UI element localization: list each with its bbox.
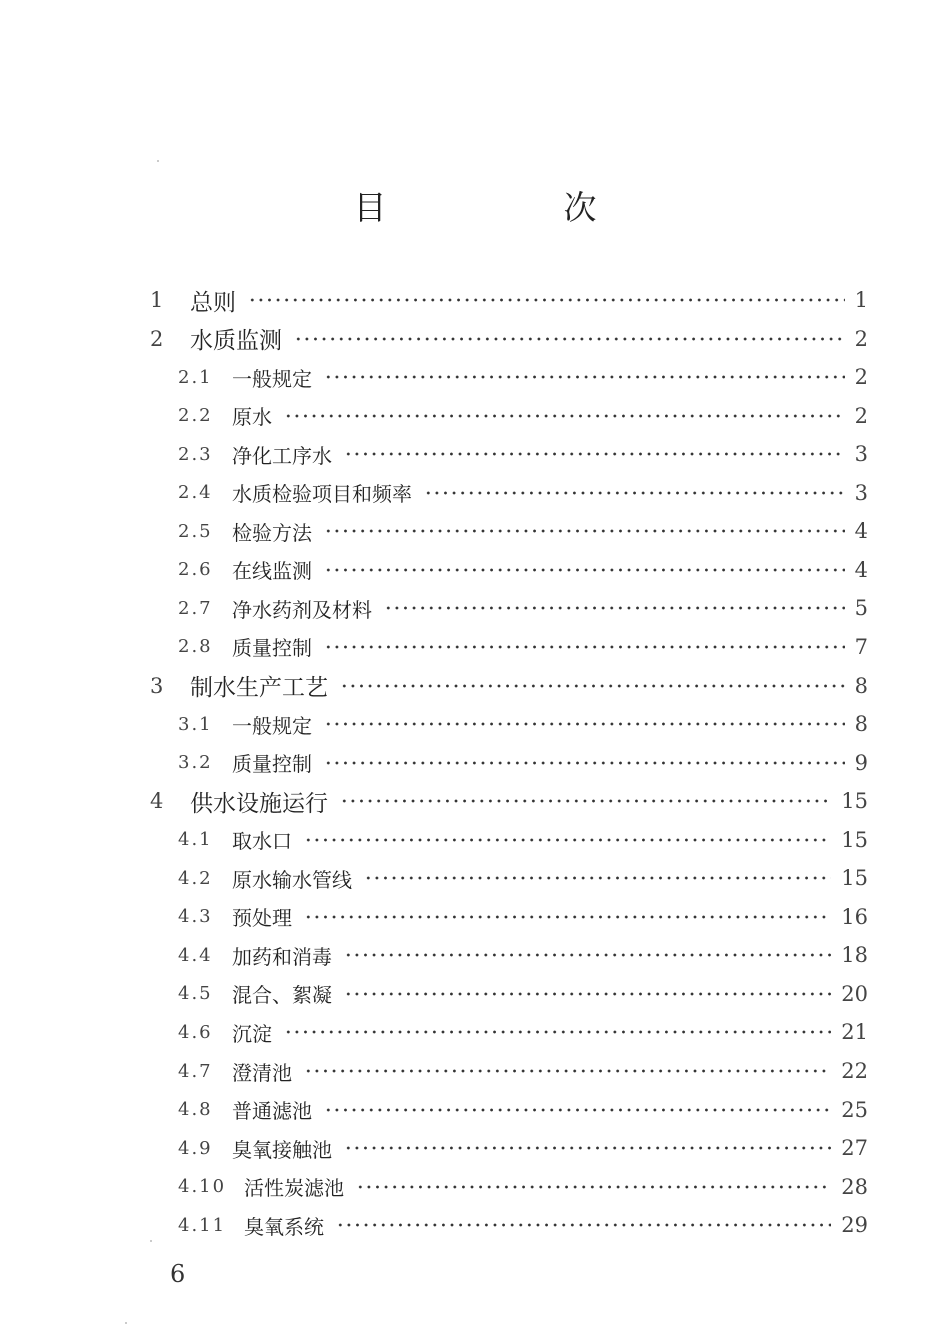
toc-entry-page: 2 — [854, 403, 868, 428]
toc-entry-label: 水质检验项目和频率 — [232, 482, 412, 507]
toc-section-entry — [0, 1169, 950, 1205]
toc-section-entry — [0, 1092, 950, 1128]
toc-entry-label: 质量控制 — [232, 752, 312, 777]
dot-leader — [340, 799, 831, 803]
toc-entry-number: 4.8 — [178, 1099, 213, 1121]
dot-leader — [344, 1146, 831, 1150]
dot-leader — [344, 953, 831, 957]
dot-leader — [344, 452, 845, 456]
toc-section-entry — [0, 398, 950, 434]
toc-entry-number: 4.4 — [178, 944, 213, 966]
dot-leader — [336, 1223, 831, 1227]
toc-section-entry — [0, 359, 950, 395]
table-of-contents — [0, 282, 950, 1242]
toc-section-entry — [0, 1014, 950, 1050]
toc-chapter-entry — [0, 282, 950, 318]
toc-entry-number: 2.8 — [178, 636, 213, 658]
toc-entry-label: 一般规定 — [232, 713, 312, 738]
toc-entry-label: 活性炭滤池 — [244, 1176, 344, 1201]
toc-entry-number: 2.3 — [178, 443, 213, 465]
dot-leader — [304, 915, 831, 919]
toc-entry-page: 3 — [854, 442, 868, 467]
toc-section-entry — [0, 436, 950, 472]
toc-section-entry — [0, 1053, 950, 1089]
dot-leader — [284, 414, 845, 418]
dot-leader — [356, 1185, 831, 1189]
toc-entry-number: 4 — [150, 789, 164, 814]
dot-leader — [294, 337, 845, 341]
toc-section-entry — [0, 1130, 950, 1166]
toc-entry-page: 4 — [854, 519, 868, 544]
dot-leader — [304, 838, 831, 842]
toc-entry-number: 3 — [150, 673, 164, 698]
toc-entry-page: 2 — [854, 326, 868, 351]
toc-entry-label: 取水口 — [232, 829, 292, 854]
dot-leader — [324, 1108, 831, 1112]
toc-entry-label: 沉淀 — [232, 1021, 272, 1046]
toc-entry-page: 7 — [854, 634, 868, 659]
toc-section-entry — [0, 745, 950, 781]
toc-entry-page: 18 — [841, 943, 868, 968]
toc-entry-page: 28 — [841, 1174, 868, 1199]
toc-entry-label: 制水生产工艺 — [190, 675, 328, 701]
toc-entry-label: 臭氧接触池 — [232, 1137, 332, 1162]
toc-entry-label: 加药和消毒 — [232, 944, 332, 969]
toc-entry-number: 3.1 — [178, 713, 213, 735]
scan-speck — [125, 1322, 127, 1324]
toc-entry-page: 15 — [841, 866, 868, 891]
toc-entry-label: 净水药剂及材料 — [232, 597, 372, 622]
toc-entry-number: 4.7 — [178, 1060, 213, 1082]
toc-entry-label: 供水设施运行 — [190, 790, 328, 817]
scan-speck — [150, 1240, 152, 1242]
toc-section-entry — [0, 629, 950, 665]
toc-entry-page: 22 — [841, 1059, 868, 1083]
toc-entry-label: 总则 — [190, 289, 236, 316]
toc-section-entry — [0, 513, 950, 549]
toc-entry-page: 3 — [854, 480, 868, 505]
toc-section-entry — [0, 937, 950, 973]
toc-section-entry — [0, 590, 950, 626]
toc-section-entry — [0, 822, 950, 858]
toc-section-entry — [0, 1207, 950, 1243]
toc-entry-page: 25 — [841, 1097, 868, 1122]
toc-entry-label: 水质监测 — [190, 328, 282, 355]
toc-entry-number: 4.3 — [178, 906, 213, 928]
toc-chapter-entry — [0, 321, 950, 357]
toc-entry-number: 2.1 — [178, 366, 213, 388]
toc-entry-page: 16 — [841, 904, 868, 929]
toc-entry-label: 净化工序水 — [232, 443, 332, 468]
toc-entry-label: 原水输水管线 — [232, 867, 352, 892]
dot-leader — [284, 1030, 831, 1034]
toc-entry-page: 29 — [841, 1213, 868, 1238]
dot-leader — [344, 992, 831, 996]
dot-leader — [384, 606, 845, 610]
toc-section-entry — [0, 706, 950, 742]
toc-entry-number: 3.2 — [178, 752, 213, 774]
toc-entry-label: 澄清池 — [232, 1060, 292, 1085]
toc-entry-page: 15 — [841, 789, 868, 814]
toc-entry-page: 8 — [854, 673, 868, 698]
toc-entry-label: 臭氧系统 — [244, 1214, 324, 1239]
dot-leader — [248, 298, 845, 302]
toc-entry-number: 4.1 — [178, 829, 213, 851]
toc-entry-number: 2.2 — [178, 405, 213, 427]
dot-leader — [324, 722, 845, 726]
toc-section-entry — [0, 552, 950, 588]
toc-entry-label: 检验方法 — [232, 520, 312, 545]
dot-leader — [324, 568, 845, 572]
page-number: 6 — [170, 1260, 186, 1288]
toc-entry-label: 一般规定 — [232, 366, 312, 391]
toc-section-entry — [0, 475, 950, 511]
dot-leader — [324, 529, 845, 533]
toc-entry-page: 9 — [854, 750, 868, 775]
dot-leader — [340, 684, 845, 688]
toc-entry-number: 1 — [150, 288, 164, 312]
toc-entry-number: 4.10 — [178, 1176, 227, 1198]
toc-entry-number: 2.5 — [178, 520, 213, 542]
dot-leader — [324, 645, 845, 649]
toc-entry-number: 2 — [150, 326, 164, 351]
toc-entry-page: 5 — [854, 596, 868, 621]
toc-entry-number: 2.4 — [178, 482, 213, 504]
toc-chapter-entry — [0, 668, 950, 704]
dot-leader — [304, 1069, 831, 1073]
dot-leader — [324, 375, 845, 379]
toc-title: 目 次 — [353, 188, 669, 227]
toc-entry-page: 2 — [854, 365, 868, 390]
toc-entry-number: 2.6 — [178, 559, 213, 581]
toc-entry-page: 1 — [854, 288, 868, 312]
dot-leader — [364, 876, 831, 880]
toc-entry-number: 4.11 — [178, 1214, 227, 1236]
toc-entry-page: 20 — [841, 981, 868, 1006]
toc-entry-number: 4.6 — [178, 1021, 213, 1043]
toc-entry-page: 8 — [854, 712, 868, 737]
toc-entry-label: 普通滤池 — [232, 1099, 312, 1124]
toc-entry-label: 质量控制 — [232, 636, 312, 661]
toc-entry-page: 4 — [854, 557, 868, 582]
toc-entry-label: 原水 — [232, 405, 272, 430]
toc-section-entry — [0, 976, 950, 1012]
toc-entry-number: 2.7 — [178, 597, 213, 619]
toc-section-entry — [0, 899, 950, 935]
toc-section-entry — [0, 860, 950, 896]
toc-entry-page: 27 — [841, 1136, 868, 1161]
toc-entry-page: 15 — [841, 827, 868, 852]
toc-entry-number: 4.9 — [178, 1137, 213, 1159]
toc-chapter-entry — [0, 783, 950, 819]
toc-entry-label: 在线监测 — [232, 559, 312, 584]
toc-entry-number: 4.5 — [178, 983, 213, 1005]
scan-speck — [157, 160, 159, 162]
toc-entry-page: 21 — [841, 1020, 868, 1045]
toc-entry-label: 混合、絮凝 — [232, 983, 332, 1008]
toc-entry-number: 4.2 — [178, 867, 213, 889]
toc-entry-label: 预处理 — [232, 906, 292, 931]
dot-leader — [424, 491, 845, 495]
dot-leader — [324, 761, 845, 765]
